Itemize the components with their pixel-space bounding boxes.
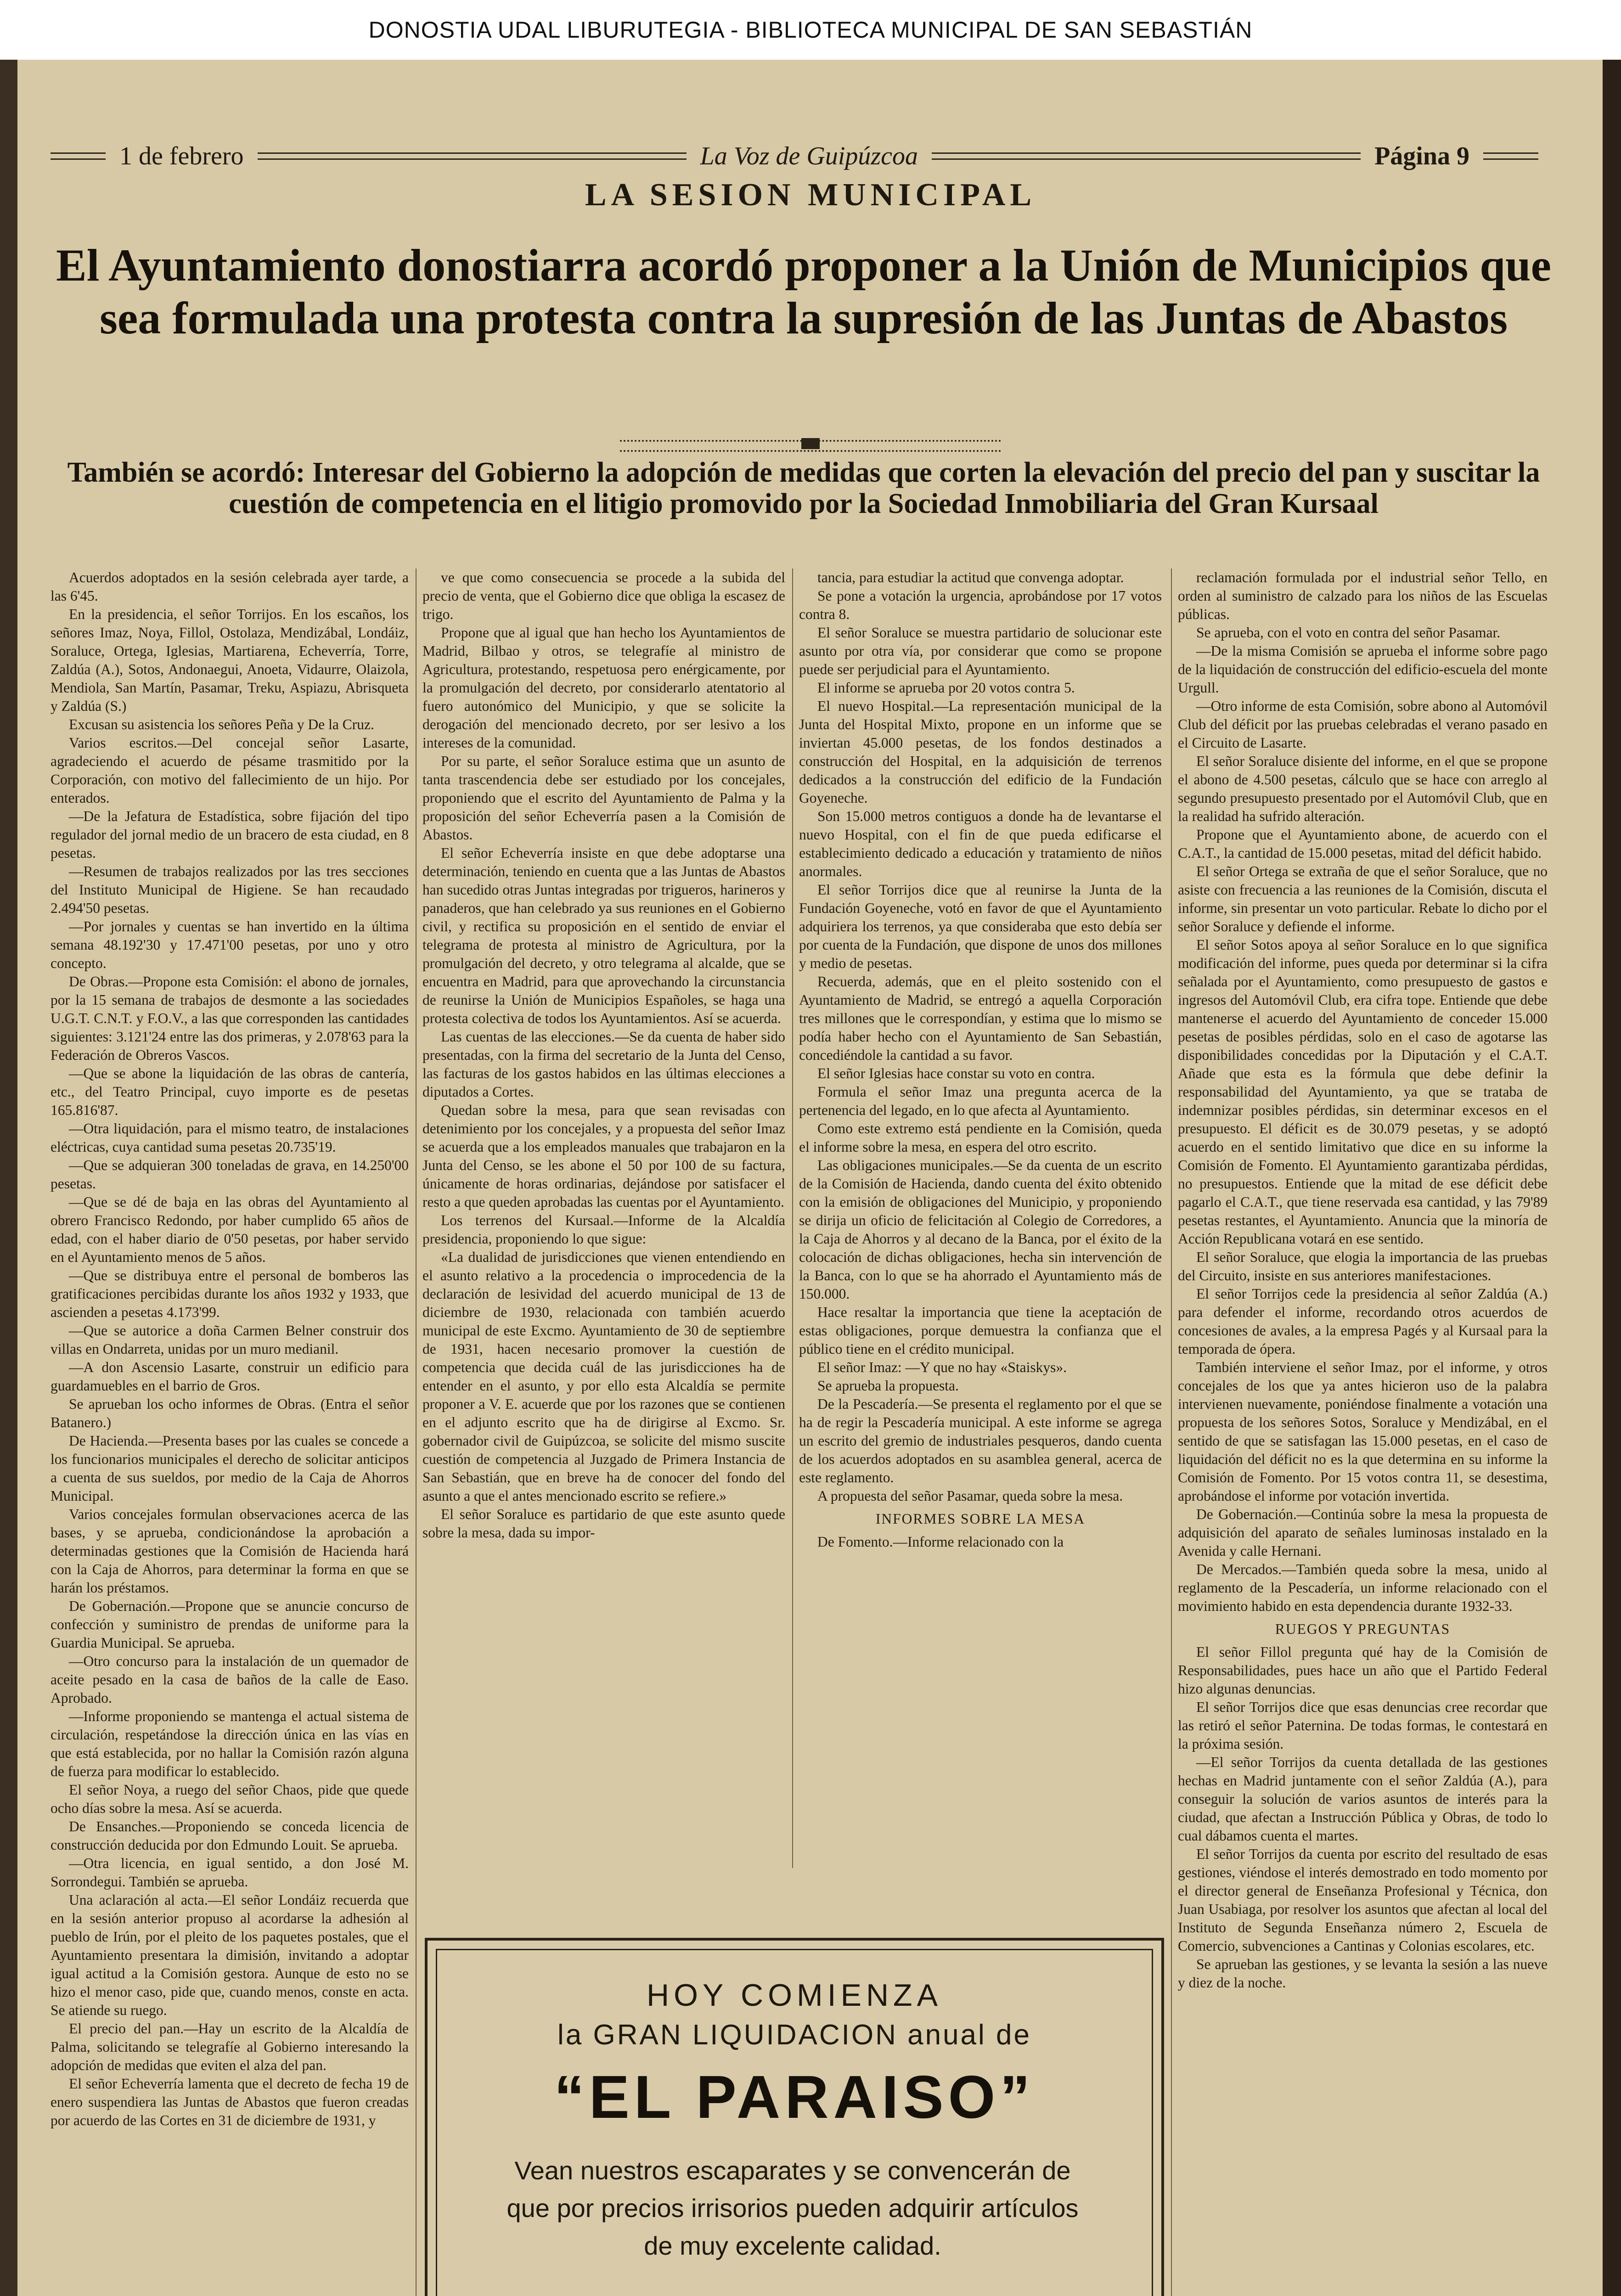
page-number: Página 9 [1374, 142, 1470, 170]
article-paragraph: Los terrenos del Kursaal.—Informe de la Alcaldía presidencia, proponiendo lo que sigue: [422, 1212, 785, 1247]
article-paragraph: A propuesta del señor Pasamar, queda sobre la mesa. [817, 1488, 1123, 1504]
article-paragraph: —Otra licencia, en igual sentido, a don José M. Sorrondegui. También se aprueba. [51, 1855, 409, 1890]
article-paragraph: El precio del pan.—Hay un escrito de la Alcaldía de Palma, solicitando se telegrafíe al Gobierno interesando la adopción de medidas que eviten el alza del pan. [51, 2020, 409, 2073]
article-paragraph: Son 15.000 metros contiguos a donde ha de levantarse el nuevo Hospital, con el fin de que pueda edificarse el establecimiento dedicado a educación y tratamiento de niños anormales. [799, 808, 1162, 879]
article-paragraph: El señor Iglesias hace constar su voto en contra. [817, 1065, 1095, 1081]
article-paragraph: Propone que el Ayuntamiento abone, de acuerdo con el C.A.T., la cantidad de 15.000 pesetas, mitad del déficit habido. [1178, 827, 1548, 861]
article-paragraph: —Por jornales y cuentas se han invertido en la última semana 48.192'30 y 17.471'00 pesetas, por uno y otro concepto. [51, 918, 409, 971]
article-paragraph: Recuerda, además, que en el pleito sostenido con el Ayuntamiento de Madrid, se entregó a aquella Corporación tres millones que le correspondían, y estima que lo mismo se podía haber hecho con el Ayuntamiento de San Sebastián, concediéndole la cantidad a su favor. [799, 974, 1162, 1063]
article-paragraph: El señor Imaz: —Y que no hay «Staiskys». [817, 1359, 1067, 1375]
article-paragraph: Hace resaltar la importancia que tiene la aceptación de estas obligaciones, porque demuestra la confianza que el público tiene en el crédito municipal. [799, 1304, 1162, 1357]
article-column-4 [1178, 568, 1548, 2296]
banner-text: DONOSTIA UDAL LIBURUTEGIA - BIBLIOTECA MUNICIPAL DE SAN SEBASTIÁN [368, 17, 1253, 43]
article-paragraph: Se aprueban los ocho informes de Obras. (Entra el señor Batanero.) [51, 1396, 409, 1430]
article-paragraph: El señor Torrijos da cuenta por escrito del resultado de esas gestiones, viéndose el interés demostrado en todo momento por el director general de Enseñanza Profesional y Técnica, don Juan Usabiaga, por resolver los asuntos que afectan al local del Instituto de Segunda Enseñanza número 2, Escuela de Comercio, subvenciones a Cantinas y Colonias escolares, etc. [1178, 1846, 1548, 1954]
el-paraiso-advertisement [425, 1938, 1164, 2296]
article-paragraph: Formula el señor Imaz una pregunta acerca de la pertenencia del legado, en lo que afecta al Ayuntamiento. [799, 1084, 1162, 1118]
article-paragraph: Se aprueba la propuesta. [817, 1378, 959, 1394]
article-paragraph: El señor Torrijos dice que al reunirse la Junta de la Fundación Goyeneche, votó en favor de que el Ayuntamiento adquiriera los terrenos, ya que consideraba que esto debía ser por cuenta de la Fundación, que dispone de unos dos millones y medio de pesetas. [799, 882, 1162, 971]
article-paragraph: Se aprueban las gestiones, y se levanta la sesión a las nueve y diez de la noche. [1178, 1956, 1548, 1991]
article-paragraph: El señor Fillol pregunta qué hay de la Comisión de Responsabilidades, pues hace un año que el Partido Federal hizo algunas denuncias. [1178, 1644, 1548, 1697]
article-paragraph: «La dualidad de jurisdicciones que vienen entendiendo en el asunto relativo a la procedencia o improcedencia de la declaración de lesividad del acuerdo municipal de 13 de diciembre de 1930, relacionada con también acuerdo municipal de este Excmo. Ayuntamiento de 30 de septiembre de 1931, hacen necesario promover la cuestión de competencia que decida cuál de las jurisdicciones ha de entender en el asunto, y por ello esta Alcaldía se permite proponer a V. E. acuerde que por los razones que se contienen en el adjunto escrito que ha de dirigirse al Excmo. Sr. gobernador civil de Guipúzcoa, se solicite del mismo suscite cuestión de competencia al Juzgado de Primera Instancia de San Sebastián, que en breve ha de conocer del fondo del asunto a que el antes mencionado escrito se refiere.» [422, 1249, 785, 1504]
article-paragraph: De Gobernación.—Continúa sobre la mesa la propuesta de adquisición del aparato de señales luminosas instalado en la Avenida y calle Hernani. [1178, 1506, 1548, 1559]
article-paragraph: —Que se abone la liquidación de las obras de cantería, etc., del Teatro Principal, cuyo importe es de pesetas 165.816'87. [51, 1065, 409, 1118]
article-paragraph: —Informe proponiendo se mantenga el actual sistema de circulación, respetándose la dirección única en las vías en que está establecida, por no hallar la Comisión razón alguna de fuerza para modificar lo establecido. [51, 1708, 409, 1779]
article-paragraph: De Obras.—Propone esta Comisión: el abono de jornales, por la 15 semana de trabajos de desmonte a las sociedades U.G.T. C.N.T. y F.O.V., a las que corresponden las cantidades siguientes: 3.121'24 entre las dos primeras, y 2.078'63 para la Federación de Obreros Vascos. [51, 974, 409, 1063]
ornamental-divider [620, 440, 1001, 452]
headline: El Ayuntamiento donostiarra acordó proponer a la Unión de Municipios que sea formulada una protesta contra la supresión de las Juntas de Abastos [56, 240, 1551, 343]
article-paragraph: Las obligaciones municipales.—Se da cuenta de un escrito de la Comisión de Hacienda, dando cuenta del éxito obtenido con la emisión de obligaciones del Municipio, y proponiendo se dirija un oficio de felicitación al Colegio de Corredores, a la Caja de Ahorros y al decano de la Banca, por el éxito de la colocación de dichas obligaciones, hecha sin intervención de la Banca, con lo que se ha ahorrado el Ayuntamiento más de 150.000. [799, 1157, 1162, 1302]
article-column-2 [422, 568, 785, 1886]
article-paragraph: El señor Torrijos cede la presidencia al señor Zaldúa (A.) para defender el informe, recordando otros acuerdos de concesiones de avales, a la empresa Pagés y al Kursaal para la temporada de ópera. [1178, 1286, 1548, 1357]
article-paragraph: Varios concejales formulan observaciones acerca de las bases, y se aprueba, condicionándose la aprobación a determinadas gestiones que la Comisión de Hacienda hará con la Caja de Ahorros, para determinar la forma en que se harán los préstamos. [51, 1506, 409, 1596]
article-paragraph: Una aclaración al acta.—El señor Londáiz recuerda que en la sesión anterior propuso al acordarse la adhesión al pueblo de Irún, por el pleito de los paquetes postales, que el Ayuntamiento presentara la dimisión, invitando a adoptar igual actitud a la Comisión gestora. Aunque de esto no se hizo el menor caso, pide que, cuando menos, conste en acta. Se atiende su ruego. [51, 1892, 409, 2018]
ad-subline: la GRAN LIQUIDACION anual de [557, 2019, 1031, 2051]
article-paragraph: El señor Ortega se extraña de que el señor Soraluce, que no asiste con frecuencia a las reuniones de la Comisión, discuta el informe, sin presentar un voto particular. Rebate lo dicho por el señor Soraluce y defiende el informe. [1178, 863, 1548, 934]
article-paragraph: Propone que al igual que han hecho los Ayuntamientos de Madrid, Bilbao y otros, se telegrafíe al ministro de Agricultura, protestando, respetuosa pero enérgicamente, por la promulgación del decreto, por considerarlo atentatorio al fuero autonómico del Municipio, y que se solicite la derogación del mencionado decreto, por ser lesivo a los intereses de la comunidad. [422, 625, 785, 751]
article-paragraph: El señor Torrijos dice que esas denuncias cree recordar que las retiró el señor Paternina. De todas formas, le contestará en la próxima sesión. [1178, 1699, 1548, 1752]
article-paragraph: —Resumen de trabajos realizados por las tres secciones del Instituto Municipal de Higiene. Se han recaudado 2.494'50 pesetas. [51, 863, 409, 916]
running-head-rule-left [51, 152, 106, 160]
library-banner [0, 0, 1621, 60]
running-head-rule-right [1483, 152, 1538, 160]
issue-date: 1 de febrero [119, 142, 244, 170]
article-paragraph: INFORMES SOBRE LA MESA [875, 1511, 1086, 1527]
subheadline: También se acordó: Interesar del Gobierno la adopción de medidas que corten la elevación del precio del pan y suscitar la cuestión de competencia en el litigio promovido por la Sociedad Inmobiliaria del Gran Kursaal [67, 457, 1540, 519]
article-paragraph: De Gobernación.—Propone que se anuncie concurso de confección y suministro de prendas de uniforme para la Guardia Municipal. Se aprueba. [51, 1598, 409, 1651]
page-edge [1603, 60, 1621, 2296]
article-paragraph: El señor Echeverría lamenta que el decreto de fecha 19 de enero suspendiera las Juntas de Abastos que fueron creadas por acuerdo de las Cortes en 31 de diciembre de 1931, y [51, 2076, 409, 2128]
article-paragraph: —Que se autorice a doña Carmen Belner construir dos villas en Ondarreta, unidas por un muro medianil. [51, 1322, 409, 1357]
article-paragraph: Varios escritos.—Del concejal señor Lasarte, agradeciendo el acuerdo de pésame trasmitido por la Corporación, con motivo del fallecimiento de un hijo. Por enterados. [51, 735, 409, 806]
column-rule [792, 568, 793, 1868]
article-paragraph: —A don Ascensio Lasarte, construir un edificio para guardamuebles en el barrio de Gros. [51, 1359, 409, 1394]
article-paragraph: tancia, para estudiar la actitud que convenga adoptar. [817, 569, 1124, 585]
article-paragraph: Se pone a votación la urgencia, aprobándose por 17 votos contra 8. [799, 588, 1162, 622]
article-paragraph: Las cuentas de las elecciones.—Se da cuenta de haber sido presentadas, con la firma del secretario de la Junta del Censo, las facturas de los gastos habidos en las últimas elecciones a diputados a Cortes. [422, 1029, 785, 1100]
article-paragraph: —El señor Torrijos da cuenta detallada de las gestiones hechas en Madrid juntamente con el señor Zaldúa (A.), para conseguir la solución de varios asuntos de interés para la ciudad, que afectan a Instrucción Pública y Obras, de todo lo cual dábamos cuenta el martes. [1178, 1754, 1548, 1844]
newspaper-name: La Voz de Guipúzcoa [700, 142, 918, 170]
article-paragraph: El nuevo Hospital.—La representación municipal de la Junta del Hospital Mixto, propone en un informe que se inviertan 45.000 pesetas, de los fondos destinados a construcción del Hospital, en la adquisición de terrenos dedicados a la construcción del edificio de la Fundación Goyeneche. [799, 698, 1162, 806]
article-paragraph: —Que se adquieran 300 toneladas de grava, en 14.250'00 pesetas. [51, 1157, 409, 1192]
article-paragraph: RUEGOS Y PREGUNTAS [1275, 1621, 1451, 1637]
article-paragraph: Se aprueba, con el voto en contra del señor Pasamar. [1196, 625, 1501, 641]
article-paragraph: —Otro informe de esta Comisión, sobre abono al Automóvil Club del déficit por las pruebas celebradas el verano pasado en el Circuito de Lasarte. [1178, 698, 1548, 751]
article-paragraph: Acuerdos adoptados en la sesión celebrada ayer tarde, a las 6'45. [51, 569, 409, 604]
ad-headline: HOY COMIENZA [647, 1978, 942, 2013]
article-paragraph: —Que se distribuya entre el personal de bomberos las gratificaciones percibidas durante los años 1932 y 1933, que ascienden a pesetas 4.173'99. [51, 1267, 409, 1320]
running-head [51, 140, 1538, 172]
column-rule [1171, 568, 1172, 2296]
running-head-rule [258, 152, 687, 160]
article-paragraph: El señor Soraluce, que elogia la importancia de las pruebas del Circuito, insiste en sus anteriores manifestaciones. [1178, 1249, 1548, 1283]
article-paragraph: En la presidencia, el señor Torrijos. En los escaños, los señores Imaz, Noya, Fillol, Ostolaza, Mendizábal, Londáiz, Soraluce, Ortega, Iglesias, Martiarena, Echeverría, Torre, Zaldúa (A.), Sotos, Andonaegui, Anoeta, Vidaurre, Olaizola, Mendiola, San Martín, Pasamar, Treku, Aspiazu, Abrisqueta y Zaldúa (S.) [51, 606, 409, 714]
article-paragraph: —Que se dé de baja en las obras del Ayuntamiento al obrero Francisco Redondo, por haber cumplido 65 años de edad, con el haber diario de 0'50 pesetas, por haber servido en el Ayuntamiento menos de 5 años. [51, 1194, 409, 1265]
article-paragraph: El señor Noya, a ruego del señor Chaos, pide que quede ocho días sobre la mesa. Así se acuerda. [51, 1782, 409, 1816]
article-paragraph: ve que como consecuencia se procede a la subida del precio de venta, que el Gobierno dice que obliga la escasez de trigo. [422, 569, 785, 622]
article-paragraph: De Mercados.—También queda sobre la mesa, unido al reglamento de la Pescadería, un informe relacionado con el movimiento habido en esta dependencia durante 1932-33. [1178, 1561, 1548, 1614]
ad-brand: “EL PARAISO” [554, 2063, 1035, 2131]
article-column-1 [51, 568, 409, 2296]
article-paragraph: El señor Echeverría insiste en que debe adoptarse una determinación, teniendo en cuenta que a las Juntas de Abastos han sucedido otras Juntas integradas por trigueros, harineros y panaderos, que han celebrado ya sus reuniones en el Gobierno civil, y rectifica su proposición en el sentido de enviar el telegrama de protesta al ministro de Agricultura, por la promulgación del decreto, y otro telegrama al alcalde, que se encuentra en Madrid, para que aprovechando la circunstancia de reunirse la Unión de Municipios Españoles, se haga una protesta colectiva de todos los Ayuntamientos. Así se acuerda. [422, 845, 785, 1026]
ad-body: Vean nuestros escaparates y se convencerán de que por precios irrisorios pueden adquirir artículos de muy excelente calidad. [507, 2156, 1079, 2260]
article-paragraph: reclamación formulada por el industrial señor Tello, en orden al suministro de calzado para los niños de las Escuelas públicas. [1178, 569, 1548, 622]
article-paragraph: El señor Soraluce disiente del informe, en el que se propone el abono de 4.500 pesetas, cálculo que se hace con arreglo al segundo presupuesto presentado por el Automóvil Club, que en la realidad ha sufrido alteración. [1178, 753, 1548, 824]
article-paragraph: El informe se aprueba por 20 votos contra 5. [817, 680, 1075, 696]
article-paragraph: —De la misma Comisión se aprueba el informe sobre pago de la liquidación de construcción del edificio-escuela del monte Urgull. [1178, 643, 1548, 696]
article-paragraph: De Ensanches.—Proponiendo se conceda licencia de construcción deducida por don Edmundo Louit. Se aprueba. [51, 1818, 409, 1853]
article-paragraph: Como este extremo está pendiente en la Comisión, queda el informe sobre la mesa, en espera del otro escrito. [799, 1120, 1162, 1155]
article-paragraph: El señor Soraluce es partidario de que este asunto quede sobre la mesa, dada su impor- [422, 1506, 785, 1541]
article-paragraph: De Fomento.—Informe relacionado con la [817, 1534, 1064, 1550]
article-paragraph: —Otro concurso para la instalación de un quemador de aceite pesado en la casa de baños de la calle de Easo. Aprobado. [51, 1653, 409, 1706]
article-paragraph: —De la Jefatura de Estadística, sobre fijación del tipo regulador del jornal medio de un bracero de esta ciudad, en 8 pesetas. [51, 808, 409, 861]
column-rule [416, 568, 417, 2296]
article-paragraph: —Otra liquidación, para el mismo teatro, de instalaciones eléctricas, cuya cantidad suma pesetas 20.735'19. [51, 1120, 409, 1155]
article-column-3 [799, 568, 1162, 1886]
article-paragraph: También interviene el señor Imaz, por el informe, y otros concejales de los que ya antes hicieron uso de la palabra intervienen nuevamente, poniéndose finalmente a votación una propuesta de los señores Sotos, Soraluce y Mendizábal, en el sentido de que se satisfagan las 15.000 pesetas, en el caso de liquidación del déficit no es la que determina en su informe la Comisión de Fomento. Por 15 votos contra 11, se desestima, aprobándose el informe por votación invertida. [1178, 1359, 1548, 1504]
article-paragraph: Excusan su asistencia los señores Peña y De la Cruz. [69, 716, 374, 732]
article-paragraph: De Hacienda.—Presenta bases por las cuales se concede a los funcionarios municipales el derecho de solicitar anticipos a cuenta de sus sueldos, por medio de la Caja de Ahorros Municipal. [51, 1433, 409, 1504]
article-paragraph: De la Pescadería.—Se presenta el reglamento por el que se ha de regir la Pescadería municipal. A este informe se agrega un escrito del gremio de industriales pesqueros, dando cuenta de los acuerdos adoptados en su asamblea general, acerca de este reglamento. [799, 1396, 1162, 1486]
article-paragraph: El señor Soraluce se muestra partidario de solucionar este asunto por otra vía, por considerar que como se propone puede ser perjudicial para el Ayuntamiento. [799, 625, 1162, 677]
running-head-rule [932, 152, 1361, 160]
article-paragraph: El señor Sotos apoya al señor Soraluce en lo que significa modificación del informe, pues queda por determinar si la cifra señalada por el Ayuntamiento, como presupuesto de gastos e ingresos del Automóvil Club, era cifra tope. Entiende que debe mantenerse el acuerdo del Ayuntamiento de conceder 15.000 pesetas de posibles pérdidas, solo en el caso de agotarse las disponibilidades concedidas por la Diputación y el C.A.T. Añade que esta es la fórmula que debe definir la responsabilidad del Ayuntamiento, ya que se trataba de indemnizar posibles pérdidas, sin determinar excesos en el presupuesto. El déficit es de 30.079 pesetas, y se adoptó acuerdo en el sentido limitativo que dice en su informe la Comisión de Fomento. El Ayuntamiento garantizaba pérdidas, no presupuestos. Entiende que la mitad de ese déficit debe pagarlo el C.A.T., que tiene reservada esa cantidad, y las 79'89 pesetas restantes, el Ayuntamiento. Anuncia que la minoría de Acción Republicana votará en ese sentido. [1178, 937, 1548, 1247]
binding-gutter [0, 60, 17, 2296]
article-paragraph: Quedan sobre la mesa, para que sean revisadas con detenimiento por los concejales, y a propuesta del señor Imaz se acuerda que a los empleados manuales que trabajaron en la Junta del Censo, se les abone el 50 por 100 de su factura, únicamente de horas ordinarias, dejándose por satisfacer el resto a que queden aprobadas las cuentas por el Ayuntamiento. [422, 1102, 785, 1210]
newspaper-page [0, 60, 1621, 2296]
section-title: LA SESION MUNICIPAL [585, 177, 1036, 213]
article-paragraph: Por su parte, el señor Soraluce estima que un asunto de tanta trascendencia debe ser estudiado por los concejales, proponiendo que el escrito del Ayuntamiento de Palma y la proposición del señor Echeverría pasen a la Comisión de Abastos. [422, 753, 785, 843]
